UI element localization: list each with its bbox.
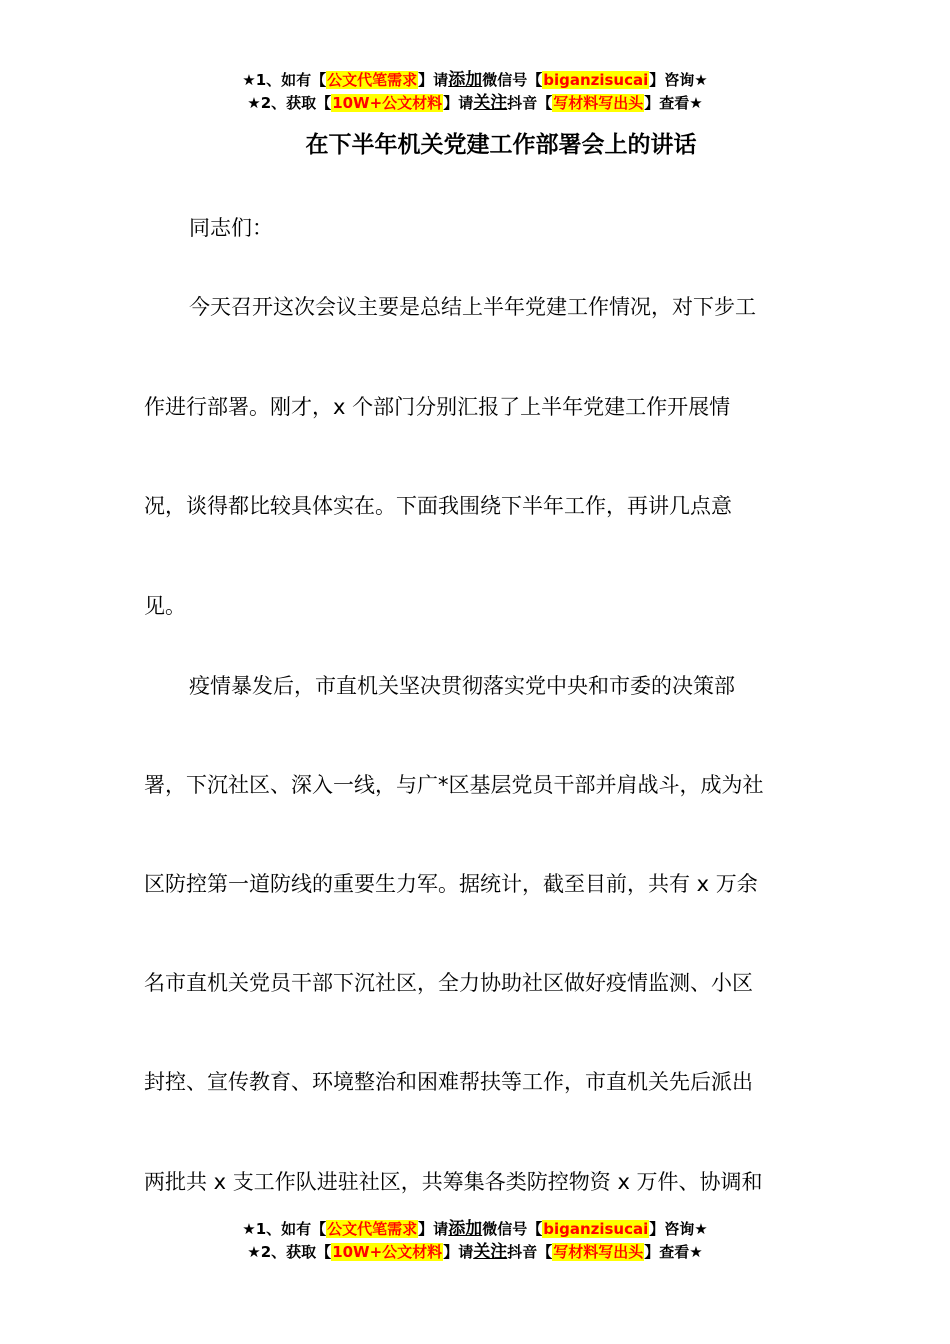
banner-douyin-id: 写材料写出头 — [553, 1243, 644, 1261]
body-line: 署，下沉社区、深入一线，与广*区基层党员干部并肩战斗，成为社 — [144, 773, 764, 797]
footer-banner — [0, 1218, 950, 1264]
body-line: 封控、宣传教育、环境整治和困难帮扶等工作，市直机关先后派出 — [144, 1070, 753, 1094]
banner-line-1: ★1、如有【公文代笔需求】请添加微信号【biganzisucai】咨询★ — [242, 70, 708, 90]
body-line: 况，谈得都比较具体实在。下面我围绕下半年工作，再讲几点意 — [144, 494, 732, 518]
banner-emphasis: 关注 — [473, 1242, 508, 1262]
body-line: 两批共 x 支工作队进驻社区，共筹集各类防控物资 x 万件、协调和 — [144, 1170, 763, 1194]
salutation: 同志们： — [189, 216, 273, 240]
banner-emphasis: 添加 — [448, 1219, 483, 1239]
banner-highlight: 10W+公文材料 — [332, 94, 443, 112]
banner-emphasis: 添加 — [448, 70, 483, 90]
body-line: 区防控第一道防线的重要生力军。据统计，截至目前，共有 x 万余 — [144, 872, 758, 896]
banner-douyin-id: 写材料写出头 — [553, 94, 644, 112]
banner-emphasis: 关注 — [473, 93, 508, 113]
body-line: 名市直机关党员干部下沉社区，全力协助社区做好疫情监测、小区 — [144, 971, 753, 995]
body-line: 见。 — [144, 594, 186, 618]
body-line: 疫情暴发后，市直机关坚决贯彻落实党中央和市委的决策部 — [189, 674, 735, 698]
banner-line-2: ★2、获取【10W+公文材料】请关注抖音【写材料写出头】查看★ — [247, 93, 703, 113]
banner-line-1: ★1、如有【公文代笔需求】请添加微信号【biganzisucai】咨询★ — [242, 1219, 708, 1239]
banner-highlight: 10W+公文材料 — [332, 1243, 443, 1261]
banner-wechat-id: biganzisucai — [543, 71, 649, 89]
banner-line-2: ★2、获取【10W+公文材料】请关注抖音【写材料写出头】查看★ — [247, 1242, 703, 1262]
body-line: 作进行部署。刚才，x 个部门分别汇报了上半年党建工作开展情 — [144, 395, 731, 419]
banner-highlight: 公文代笔需求 — [327, 1220, 418, 1238]
banner-wechat-id: biganzisucai — [543, 1220, 649, 1238]
header-banner — [0, 69, 950, 115]
body-line: 今天召开这次会议主要是总结上半年党建工作情况，对下步工 — [189, 295, 756, 319]
banner-highlight: 公文代笔需求 — [327, 71, 418, 89]
document-title: 在下半年机关党建工作部署会上的讲话 — [305, 132, 697, 158]
